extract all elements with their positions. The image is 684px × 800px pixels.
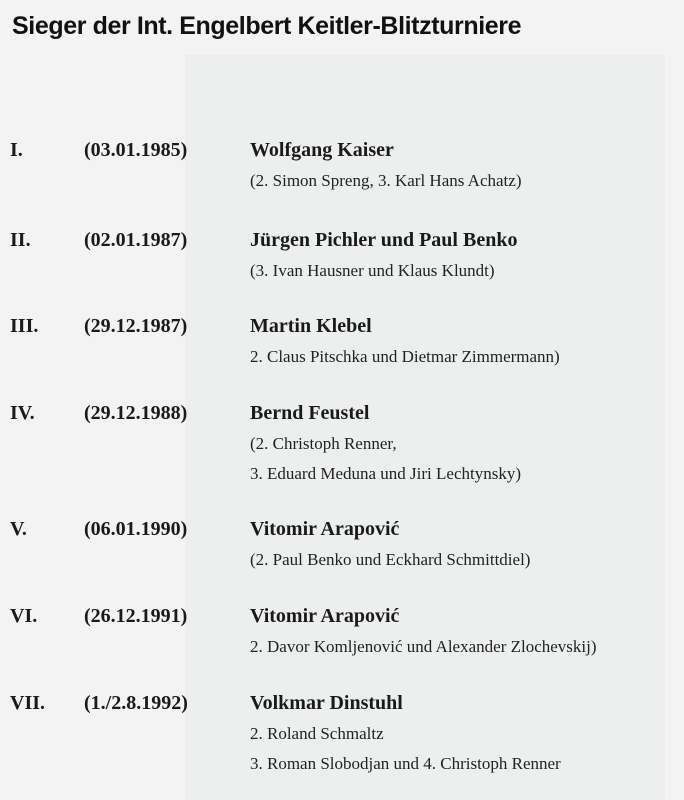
placings-line: 2. Claus Pitschka und Dietmar Zimmermann) — [250, 347, 560, 366]
tournament-date: (26.12.1991) — [84, 605, 188, 627]
placings-line: (2. Simon Spreng, 3. Karl Hans Achatz) — [250, 171, 522, 190]
placings-line: 2. Roland Schmaltz — [250, 724, 384, 743]
tournament-winner: Vitomir Arapović — [250, 605, 400, 627]
tournament-winner: Jürgen Pichler und Paul Benko — [250, 229, 518, 251]
placings-line: 2. Davor Komljenović und Alexander Zlochevskij) — [250, 637, 597, 656]
tournament-date: (06.01.1990) — [84, 518, 188, 540]
placings-line: (3. Ivan Hausner und Klaus Klundt) — [250, 261, 495, 280]
tournament-number: I. — [10, 139, 23, 161]
tournament-number: V. — [10, 518, 27, 540]
tournament-winner: Vitomir Arapović — [250, 518, 400, 540]
tournament-number: VII. — [10, 692, 46, 714]
tournament-date: (03.01.1985) — [84, 139, 188, 161]
tournament-winner: Wolfgang Kaiser — [250, 139, 394, 161]
placings-line: 3. Roman Slobodjan und 4. Christoph Renner — [250, 754, 561, 773]
tournament-number: VI. — [10, 605, 38, 627]
tournament-winner: Volkmar Dinstuhl — [250, 692, 403, 714]
tournament-number: IV. — [10, 402, 35, 424]
tournament-number: III. — [10, 315, 39, 337]
tournament-date: (02.01.1987) — [84, 229, 188, 251]
tournament-date: (29.12.1988) — [84, 402, 188, 424]
placings-line: 3. Eduard Meduna und Jiri Lechtynsky) — [250, 464, 521, 483]
placings-line: (2. Christoph Renner, — [250, 434, 397, 453]
tournament-date: (1./2.8.1992) — [84, 692, 188, 714]
page-title: Sieger der Int. Engelbert Keitler-Blitzturniere — [12, 12, 522, 40]
placings-line: (2. Paul Benko und Eckhard Schmittdiel) — [250, 550, 531, 569]
tournament-winner: Martin Klebel — [250, 315, 372, 337]
tournament-winner: Bernd Feustel — [250, 402, 370, 424]
tournament-number: II. — [10, 229, 31, 251]
background-page-bleed — [185, 55, 665, 800]
tournament-date: (29.12.1987) — [84, 315, 188, 337]
